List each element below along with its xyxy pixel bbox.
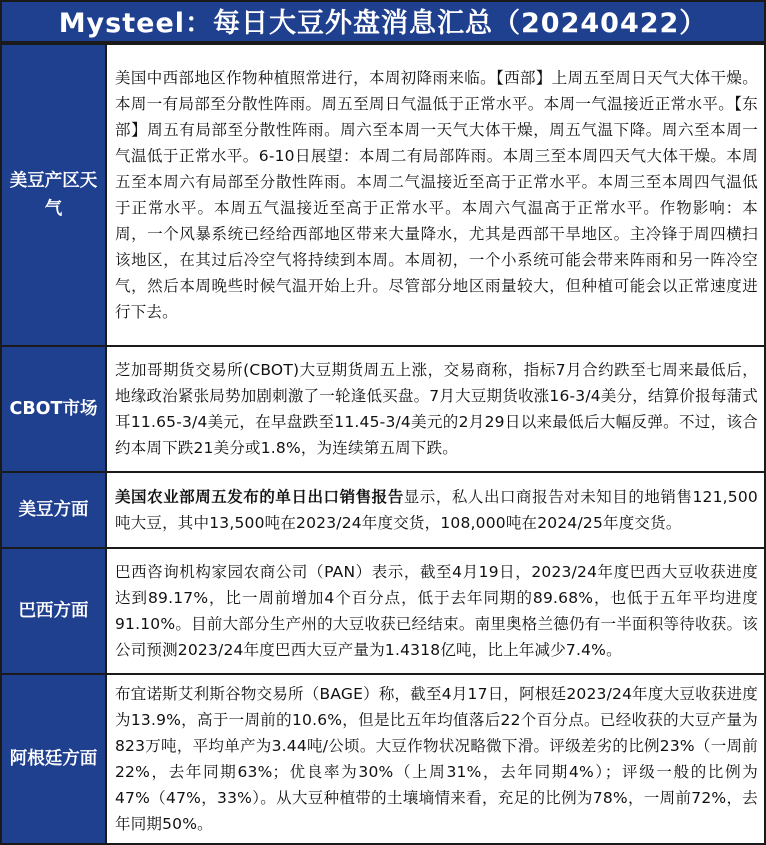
news-table [0,43,766,845]
row-label-us-soybean: 美豆方面 [1,472,106,548]
row-content-us-weather: 美国中西部地区作物种植照常进行，本周初降雨来临。【西部】上周五至周日天气大体干燥。本周一有局部至分散性阵雨。周五至周日气温低于正常水平。本周一气温接近正常水平。【东部】周五有局部至分散性阵雨。周六至本周一天气大体干燥，周五气温下降。周六至本周一气温低于正常水平。6-10日展望：本周二有局部阵雨。本周三至本周四天气大体干燥。本周五至本周六有局部至分散性阵雨。本周二气温接近至高于正常水平。本周三至本周四气温低于正常水平。本周五气温接近至高于正常水平。本周六气温高于正常水平。作物影响：本周，一个风暴系统已经给西部地区带来大量降水，尤其是西部干旱地区。主冷锋于周四横扫该地区，在其过后冷空气将持续到本周。本周初，一个小系统可能会带来阵雨和另一阵冷空气，然后本周晚些时候气温开始上升。尽管部分地区雨量较大，但种植可能会以正常速度进行下去。 [106,44,765,346]
page-title: Mysteel：每日大豆外盘消息汇总（20240422） [0,0,766,43]
table-row-cbot [1,346,765,472]
row-label-argentina: 阿根廷方面 [1,674,106,844]
row-content-us-soybean [106,472,765,548]
us-soybean-text: 显示，私人出口商报告对未知目的地销售121,500吨大豆，其中13,500吨在2023/24年度交货，108,000吨在2024/25年度交货。 [115,488,758,532]
row-label-cbot: CBOT市场 [1,346,106,472]
table-row-brazil [1,548,765,674]
row-label-brazil: 巴西方面 [1,548,106,674]
row-label-us-weather: 美豆产区天气 [1,44,106,346]
table-row-us-weather [1,44,765,346]
table-row-us-soybean [1,472,765,548]
usda-report-emphasis: 美国农业部周五发布的单日出口销售报告 [115,488,404,506]
table-row-argentina [1,674,765,844]
row-content-argentina: 布宜诺斯艾利斯谷物交易所（BAGE）称，截至4月17日，阿根廷2023/24年度大豆收获进度为13.9%，高于一周前的10.6%，但是比五年均值落后22个百分点。已经收获的大豆产量为823万吨，平均单产为3.44吨/公顷。大豆作物状况略微下滑。评级差劣的比例23%（一周前22%，去年同期63%；优良率为30%（上周31%，去年同期4%）；评级一般的比例为47%（47%，33%）。从大豆种植带的土壤墒情来看，充足的比例为78%，一周前72%，去年同期50%。 [106,674,765,844]
row-content-brazil: 巴西咨询机构家园农商公司（PAN）表示，截至4月19日，2023/24年度巴西大豆收获进度达到89.17%，比一周前增加4个百分点，低于去年同期的89.68%，也低于五年平均进度91.10%。目前大部分生产州的大豆收获已经结束。南里奥格兰德仍有一半面积等待收获。该公司预测2023/24年度巴西大豆产量为1.4318亿吨，比上年减少7.4%。 [106,548,765,674]
row-content-cbot: 芝加哥期货交易所(CBOT)大豆期货周五上涨，交易商称，指标7月合约跌至七周来最低后，地缘政治紧张局势加剧刺激了一轮逢低买盘。7月大豆期货收涨16-3/4美分，结算价报每蒲式耳11.65-3/4美元，在早盘跌至11.45-3/4美元的2月29日以来最低后大幅反弹。不过，该合约本周下跌21美分或1.8%，为连续第五周下跌。 [106,346,765,472]
